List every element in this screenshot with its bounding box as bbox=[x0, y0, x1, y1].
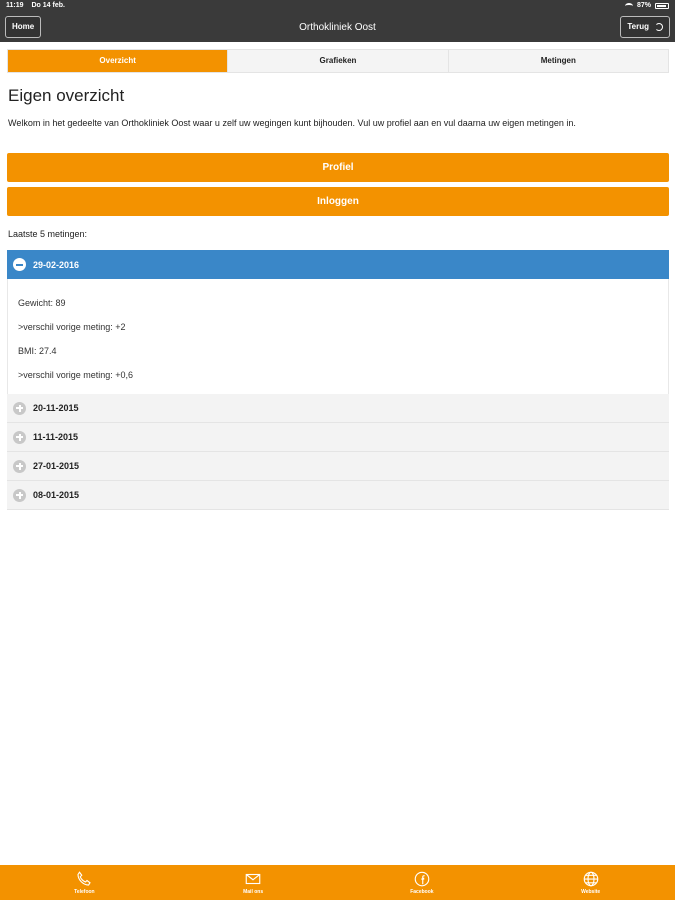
measurement-header[interactable] bbox=[7, 481, 669, 510]
bottom-label: Website bbox=[581, 889, 601, 895]
expand-plus-icon bbox=[13, 431, 26, 444]
tab-grafieken[interactable]: Grafieken bbox=[228, 50, 448, 72]
measurement-header[interactable] bbox=[7, 452, 669, 481]
tab-overzicht[interactable]: Overzicht bbox=[8, 50, 228, 72]
page-title-bar: Orthokliniek Oost bbox=[299, 22, 376, 33]
tab-metingen[interactable]: Metingen bbox=[449, 50, 668, 72]
measurement-date: 20-11-2015 bbox=[33, 403, 79, 413]
tab-bar bbox=[7, 49, 669, 73]
profiel-button[interactable]: Profiel bbox=[7, 153, 669, 182]
measurements-accordion bbox=[7, 250, 669, 510]
back-button-label: Terug bbox=[627, 22, 649, 31]
battery-icon bbox=[655, 3, 669, 9]
bottom-label: Mail ons bbox=[243, 889, 264, 895]
bottom-item-website[interactable] bbox=[506, 865, 675, 900]
bottom-tab-bar bbox=[0, 865, 675, 900]
facebook-icon bbox=[413, 870, 431, 888]
inloggen-button[interactable]: Inloggen bbox=[7, 187, 669, 216]
undo-arrow-icon bbox=[655, 23, 663, 31]
bottom-label: Telefoon bbox=[74, 889, 95, 895]
bottom-item-facebook[interactable] bbox=[338, 865, 507, 900]
measurement-date: 29-02-2016 bbox=[33, 259, 80, 270]
intro-text: Welkom in het gedeelte van Orthokliniek Oost waar u zelf uw wegingen kunt bijhouden. Vul uw profiel aan en vul daarna uw eigen metingen in. bbox=[8, 118, 576, 128]
status-bar bbox=[0, 0, 675, 12]
wifi-icon bbox=[625, 3, 633, 9]
measurement-date: 27-01-2015 bbox=[33, 461, 80, 471]
bottom-item-mail[interactable] bbox=[169, 865, 338, 900]
battery-percent: 87% bbox=[636, 2, 651, 9]
bottom-label: Facebook bbox=[410, 889, 434, 895]
measurement-date: 08-01-2015 bbox=[33, 490, 80, 500]
back-button[interactable] bbox=[620, 16, 670, 38]
weight-value: Gewicht: 89 bbox=[18, 298, 66, 308]
measurement-date: 11-11-2015 bbox=[33, 432, 79, 442]
bmi-diff: >verschil vorige meting: +0,6 bbox=[18, 370, 134, 380]
phone-icon bbox=[75, 870, 93, 888]
measurement-header[interactable] bbox=[7, 394, 669, 423]
expand-plus-icon bbox=[13, 460, 26, 473]
status-date: Do 14 feb. bbox=[31, 2, 65, 9]
globe-icon bbox=[582, 870, 600, 888]
status-time: 11:19 bbox=[6, 2, 24, 9]
measurement-details bbox=[7, 279, 669, 394]
weight-diff: >verschil vorige meting: +2 bbox=[18, 322, 126, 332]
page-title: Eigen overzicht bbox=[8, 86, 125, 105]
top-bar bbox=[0, 0, 675, 42]
mail-icon bbox=[244, 870, 262, 888]
last-measurements-label: Laatste 5 metingen: bbox=[8, 229, 88, 239]
measurement-header[interactable] bbox=[7, 423, 669, 452]
bottom-item-telefoon[interactable] bbox=[0, 865, 169, 900]
collapse-minus-icon bbox=[13, 258, 26, 271]
measurement-header-open[interactable] bbox=[7, 250, 669, 279]
expand-plus-icon bbox=[13, 402, 26, 415]
home-button[interactable]: Home bbox=[5, 16, 41, 38]
bmi-value: BMI: 27.4 bbox=[18, 346, 57, 356]
expand-plus-icon bbox=[13, 489, 26, 502]
